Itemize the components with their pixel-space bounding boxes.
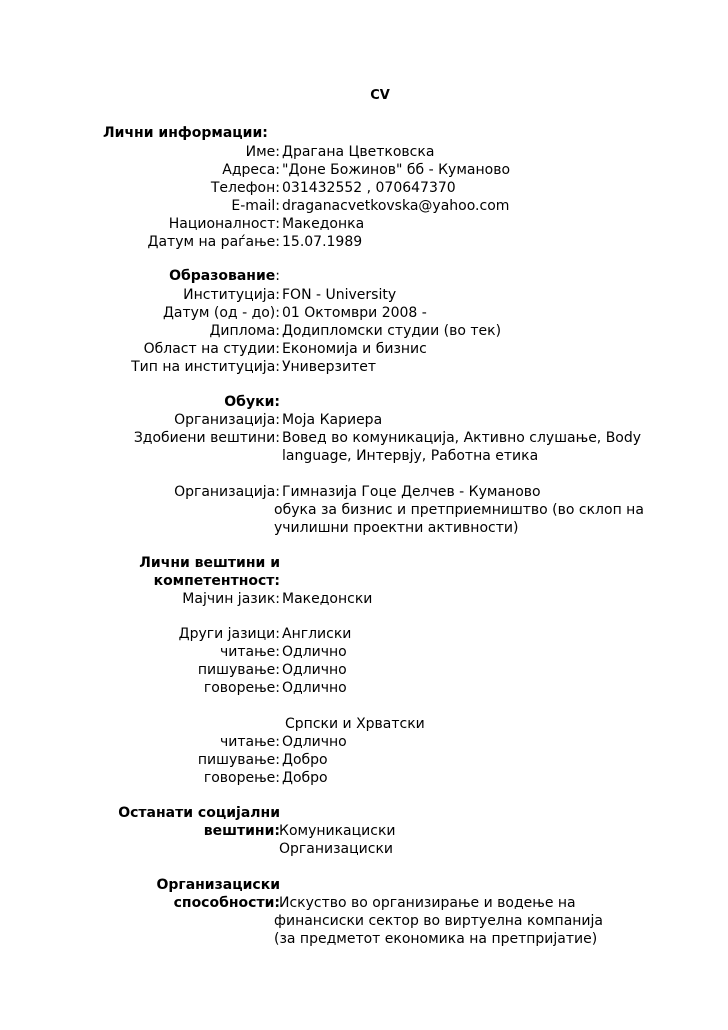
social-skill-organization: Организациски: [279, 841, 393, 857]
personal-skills-heading-line1: Лични вештини и: [139, 555, 280, 571]
social-skills-heading-line1: Останати социјални: [118, 805, 280, 821]
english-speaking-value: Одлично: [282, 680, 347, 696]
serbian-writing-label: пишување:: [197, 752, 280, 768]
org-abilities-line1: Искуство во организирање и водење на: [279, 895, 576, 911]
other-languages-label: Други јазици:: [178, 626, 280, 642]
serbian-speaking-value: Добро: [282, 770, 328, 786]
institution-label: Институција:: [183, 287, 280, 303]
date-range-label: Датум (од - до):: [162, 305, 280, 321]
field-of-study-value: Економија и бизнис: [282, 341, 427, 357]
english-writing-label: пишување:: [197, 662, 280, 678]
institution-type-value: Универзитет: [282, 359, 377, 375]
social-skill-communication: Комуникациски: [279, 823, 396, 839]
education-heading: [0, 267, 280, 285]
english-reading-label: читање:: [219, 644, 280, 660]
personal-skills-heading-line2: компетентност:: [153, 573, 280, 589]
nationality-value: Македонка: [282, 216, 365, 232]
serbian-reading-label: читање:: [219, 734, 280, 750]
english-reading-value: Одлично: [282, 644, 347, 660]
address-value: "Доне Божинов" бб - Куманово: [282, 162, 511, 178]
second-language-name: Српски и Хрватски: [285, 716, 425, 732]
acquired-skills-line1: Вовед во комуникација, Активно слушање, Body: [282, 430, 642, 446]
serbian-reading-value: Одлично: [282, 734, 347, 750]
training-org1-label: Организација:: [174, 412, 280, 428]
serbian-speaking-label: говорење:: [203, 770, 280, 786]
email-value: draganacvetkovska@yahoo.com: [282, 198, 510, 214]
org-abilities-line2: финансиски сектор во виртуелна компанија: [274, 913, 603, 929]
diploma-value: Додипломски студии (во тек): [282, 323, 502, 339]
mother-tongue-label: Мајчин јазик:: [182, 591, 280, 607]
english-speaking-label: говорење:: [203, 680, 280, 696]
phone-value: 031432552 , 070647370: [282, 180, 456, 196]
address-label: Адреса:: [222, 162, 280, 178]
institution-type-label: Тип на институција:: [131, 359, 280, 375]
training-org2-line3: училишни проектни активности): [274, 520, 519, 536]
document-title: CV: [370, 88, 390, 103]
education-heading-text: Образование: [169, 268, 276, 284]
org-abilities-line3: (за предметот економика на претпријатие): [274, 931, 598, 947]
training-org2-line1: Гимназија Гоце Делчев - Куманово: [282, 484, 541, 500]
institution-value: FON - University: [282, 287, 397, 303]
diploma-label: Диплома:: [209, 323, 280, 339]
org-abilities-heading-line1: Организациски: [156, 877, 280, 893]
serbian-writing-value: Добро: [282, 752, 328, 768]
english-writing-value: Одлично: [282, 662, 347, 678]
birthdate-value: 15.07.1989: [282, 234, 363, 250]
other-languages-value: Англиски: [282, 626, 352, 642]
social-skills-heading-line2: вештини:: [203, 823, 280, 839]
email-label: E-mail:: [231, 198, 280, 214]
date-range-value: 01 Октомври 2008 -: [282, 305, 427, 321]
training-org1-value: Моја Кариера: [282, 412, 383, 428]
phone-label: Телефон:: [210, 180, 280, 196]
org-abilities-heading-line2: способности:: [173, 895, 280, 911]
training-org2-line2: обука за бизнис и претприемништво (во склоп на: [274, 502, 644, 518]
field-of-study-label: Област на студии:: [143, 341, 280, 357]
acquired-skills-label: Здобиени вештини:: [133, 430, 280, 446]
nationality-label: Националност:: [168, 216, 280, 232]
training-org2-label: Организација:: [174, 484, 280, 500]
education-heading-colon: :: [275, 268, 280, 284]
name-label: Име:: [245, 144, 280, 160]
acquired-skills-line2: language, Интервју, Работна етика: [282, 448, 539, 464]
trainings-heading: Обуки:: [224, 394, 280, 410]
birthdate-label: Датум на раѓање:: [147, 234, 280, 250]
personal-info-heading: Лични информации:: [103, 125, 268, 141]
mother-tongue-value: Македонски: [282, 591, 373, 607]
name-value: Драгана Цветковска: [282, 144, 435, 160]
